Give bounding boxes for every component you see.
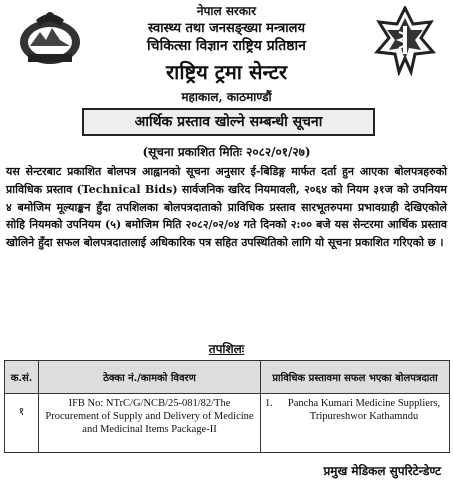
supplier-number: 1. xyxy=(265,398,273,409)
signatory-title: प्रमुख मेडिकल सुपरिटेन्डेण्ट xyxy=(323,464,441,478)
ministry-name: स्वास्थ्य तथा जनसङ्ख्या मन्त्रालय xyxy=(147,21,305,36)
published-date: (सूचना प्रकाशित मितिः २०८२/०१/२७) xyxy=(142,145,311,159)
notice-title: आर्थिक प्रस्ताव खोल्ने सम्बन्धी सूचना xyxy=(82,108,375,136)
academy-name: चिकित्सा विज्ञान राष्ट्रिय प्रतिष्ठान xyxy=(147,38,306,54)
table-header-row xyxy=(5,361,450,394)
row-sn: १ xyxy=(5,394,39,453)
bidders-table xyxy=(4,360,450,453)
center-name: राष्ट्रिय ट्रमा सेन्टर xyxy=(165,60,288,84)
notice-body: यस सेन्टरबाट प्रकाशित बोलपत्र आह्वानको सूचना अनुसार ई-बिडिङ्ग मार्फत दर्ता हुन आएका बोलपत्रहरुको प्राविधिक प्रस्ताव (Technical Bids) सार्वजनिक खरिद नियमावली, २०६४ को नियम ३१ज को उपनियम ४ बमोजिम मूल्याङ्कन हुँदा तपशिलका बोलपत्रदाताको प्राविधिक प्रस्ताव सारभूतरुपमा प्रभावग्राही देखिएकोले सोहि नियमको उपनियम (५) बमोजिम मिति २०८२/०२/०४ गते दिनको २:०० बजे यस सेन्टरमा आर्थिक प्रस्ताव खोलिने हुँदा सफल बोलपत्रदातालाई अधिकारिक पत्र सहित उपस्थितिको लागि यो सूचना प्रकाशित गरिएको छ । xyxy=(6,165,447,250)
supplier-name: Pancha Kumari Medicine Suppliers, Tripureshwor Kathamndu xyxy=(287,398,441,422)
details-label: तपशिलः xyxy=(208,342,245,356)
government-name: नेपाल सरकार xyxy=(196,4,257,18)
location: महाकाल, काठमाण्डौं xyxy=(181,90,272,104)
column-header-description: ठेक्का नं./कामको विवरण xyxy=(39,361,261,394)
column-header-sn: क.सं. xyxy=(5,361,39,394)
notice-header xyxy=(0,0,453,138)
row-description: IFB No: NTrC/G/NCB/25-081/82/The Procurement of Supply and Delivery of Medicine and Medicinal Items Package-II xyxy=(39,394,261,453)
row-supplier-cell xyxy=(261,394,450,453)
table-row xyxy=(5,394,450,453)
column-header-supplier: प्राविधिक प्रस्तावमा सफल भएका बोलपत्रदाता xyxy=(261,361,450,394)
